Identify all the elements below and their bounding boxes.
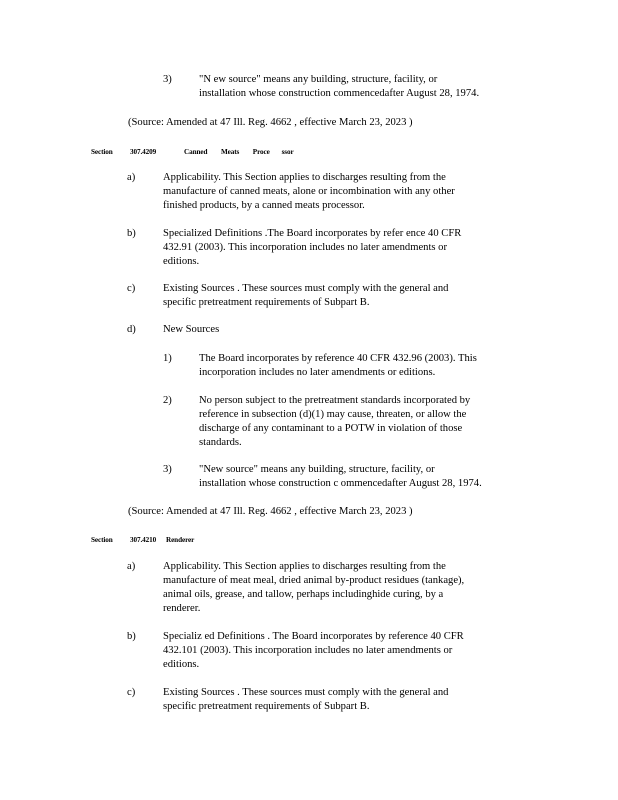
section-number: 307.4210 — [130, 536, 157, 544]
subsection-b-number: b) — [127, 228, 136, 239]
subsection-d-number: d) — [127, 324, 136, 335]
specialized-definitions-paragraph: Specialized Definitions .The Board incorporates by refer ence 40 CFR 432.91 (2003). This incorporation includes no later amendments or editions. — [163, 228, 462, 267]
source-note: (Source: Amended at 47 Ill. Reg. 4662 , effective March 23, 2023 ) — [128, 506, 413, 517]
item-2-number: 2) — [163, 395, 172, 406]
new-source-definition: "N ew source" means any building, structure, facility, or installation whose construction commencedafter August 28, 1974. — [199, 74, 480, 99]
item-1-number: 1) — [163, 353, 172, 364]
applicability-paragraph: Applicability. This Section applies to discharges resulting from the manufacture of canned meats, alone or incombination with any other finished products, by a canned meats processor. — [163, 172, 455, 211]
new-sources-item-3: "New source" means any building, structure, facility, or installation whose construction c ommencedafter August 28, 1974. — [199, 464, 482, 489]
specialized-definitions-paragraph: Specializ ed Definitions . The Board incorporates by reference 40 CFR 432.101 (2003). This incorporation includes no later amendments or editions. — [163, 631, 464, 670]
item-number: 3) — [163, 74, 172, 85]
existing-sources-paragraph: Existing Sources . These sources must comply with the general and specific pretreatment requirements of Subpart B. — [163, 283, 449, 308]
new-sources-item-1: The Board incorporates by reference 40 CFR 432.96 (2003). This incorporation includes no later amendments or editions. — [199, 353, 477, 378]
section-number: 307.4209 — [130, 148, 157, 156]
section-title: Canned Meats Proce ssor — [184, 148, 294, 156]
subsection-c-number: c) — [127, 283, 136, 294]
subsection-c-number: c) — [127, 687, 136, 698]
section-label: Section — [91, 148, 113, 156]
subsection-b-number: b) — [127, 631, 136, 642]
source-note: (Source: Amended at 47 Ill. Reg. 4662 , effective March 23, 2023 ) — [128, 117, 413, 128]
new-sources-heading: New Sources — [163, 324, 220, 335]
existing-sources-paragraph: Existing Sources . These sources must comply with the general and specific pretreatment requirements of Subpart B. — [163, 687, 449, 712]
subsection-a-number: a) — [127, 561, 136, 572]
applicability-paragraph: Applicability. This Section applies to discharges resulting from the manufacture of meat meal, dried animal by-product residues (tankage), animal oils, grease, and tallow, perhaps includinghide curing, by a renderer. — [163, 561, 465, 614]
new-sources-item-2: No person subject to the pretreatment standards incorporated by reference in subsection (d)(1) may cause, threaten, or allow the discharge of any contaminant to a POTW in violation of those standards. — [199, 395, 471, 448]
section-label: Section — [91, 536, 113, 544]
item-3-number: 3) — [163, 464, 172, 475]
section-title: Renderer — [166, 536, 195, 544]
subsection-a-number: a) — [127, 172, 136, 183]
